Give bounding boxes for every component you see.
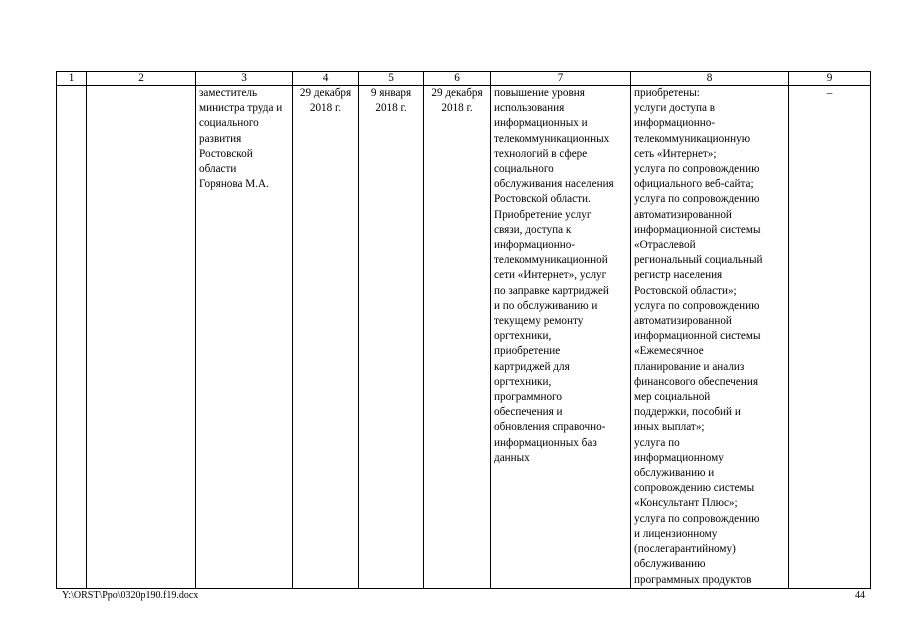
cell-number [57, 86, 87, 589]
col-header-6: 6 [424, 72, 491, 86]
footer-file-path: Y:\ORST\Ppo\0320p190.f19.docx [62, 590, 199, 601]
col-header-4: 4 [293, 72, 359, 86]
page-number: 44 [855, 590, 865, 601]
col-header-1: 1 [57, 72, 87, 86]
cell-actual-result: приобретены: услуги доступа в информационно- телекоммуникационную сеть «Интернет»; услуга по сопровождению официального веб-сайта; услуга по сопровождению автоматизированной информационной системы «Отраслевой региональный социальный регистр населения Ростовской области»; услуга по сопровождению автоматизированной информационной системы «Ежемесячное планирование и анализ финансового обеспечения мер социальной поддержки, пособий и иных выплат»; услуга по информационному обслуживанию и сопровождению системы «Консультант Плюс»; услуга по сопровождению и лицензионному (послегарантийному) обслуживанию программных продуктов [631, 86, 789, 589]
cell-expected-result: повышение уровня использования информационных и телекоммуникационных технологий в сфере социального обслуживания населения Ростовской области. Приобретение услуг связи, доступа к информационно- телекоммуникационной сети «Интернет», услуг по заправке картриджей и по обслуживанию и текущему ремонту оргтехники, приобретение картриджей для оргтехники, программного обеспечения и обновления справочно- информационных баз данных [491, 86, 631, 589]
cell-date-6: 29 декабря 2018 г. [424, 86, 491, 589]
col-header-7: 7 [491, 72, 631, 86]
col-header-8: 8 [631, 72, 789, 86]
col-header-3: 3 [196, 72, 293, 86]
cell-date-4: 29 декабря 2018 г. [293, 86, 359, 589]
cell-col9: – [789, 86, 871, 589]
cell-responsible: заместитель министра труда и социального развития Ростовской области Горянова М.А. [196, 86, 293, 589]
col-header-9: 9 [789, 72, 871, 86]
col-header-5: 5 [359, 72, 424, 86]
cell-col2 [87, 86, 196, 589]
data-table [56, 71, 871, 589]
header-row [57, 72, 871, 86]
table-row [57, 86, 871, 589]
cell-date-5: 9 января 2018 г. [359, 86, 424, 589]
col-header-2: 2 [87, 72, 196, 86]
